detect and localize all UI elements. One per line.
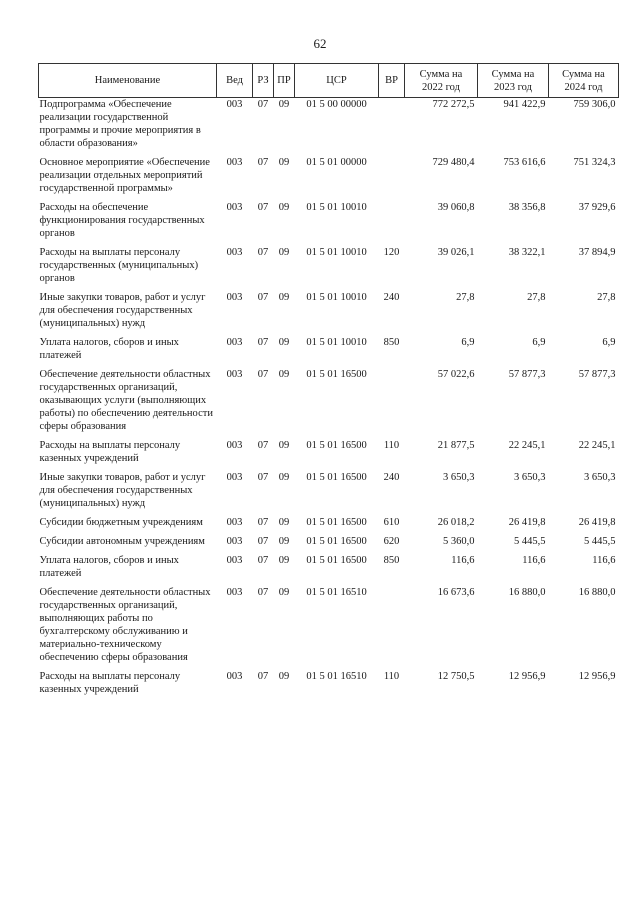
row-pr: 09: [278, 517, 290, 528]
row-sum-2024: 3 650,3: [584, 472, 616, 483]
row-pr: 09: [278, 472, 290, 483]
row-rz: 07: [257, 440, 269, 451]
row-name: Иные закупки товаров, работ и услуг для обеспечения государственных (муниципальных) нужд: [39, 292, 206, 329]
row-csr: 01 5 01 16510: [306, 587, 367, 598]
row-sum-2023: 27,8: [527, 292, 546, 303]
row-ved: 003: [226, 440, 243, 451]
row-sum-2024: 37 929,6: [578, 202, 616, 213]
page-number: 62: [313, 36, 327, 51]
row-name: Иные закупки товаров, работ и услуг для обеспечения государственных (муниципальных) нужд: [39, 472, 206, 509]
header-sum-2023-line1: Сумма на: [491, 68, 535, 80]
row-sum-2022: 39 026,1: [437, 247, 475, 258]
row-sum-2022: 39 060,8: [437, 202, 475, 213]
row-ved: 003: [226, 472, 243, 483]
header-ved: Вед: [217, 64, 253, 98]
row-sum-2024: 57 877,3: [578, 369, 616, 380]
row-rz: 07: [257, 369, 269, 380]
row-csr: 01 5 01 00000: [306, 157, 367, 168]
row-pr: 09: [278, 587, 290, 598]
header-sum-2023: [478, 64, 549, 98]
row-pr: 09: [278, 202, 290, 213]
row-sum-2022: 5 360,0: [443, 536, 475, 547]
table-row: [39, 201, 619, 246]
row-vr: [379, 586, 405, 670]
row-sum-2024: 16 880,0: [578, 587, 616, 598]
row-sum-2022: 6,9: [461, 337, 475, 348]
table-row: [39, 368, 619, 439]
row-csr: 01 5 01 10010: [306, 337, 367, 348]
row-sum-2024: 22 245,1: [578, 440, 616, 451]
row-ved: 003: [226, 587, 243, 598]
row-csr: 01 5 01 10010: [306, 292, 367, 303]
row-sum-2023: 753 616,6: [503, 157, 546, 168]
row-csr: 01 5 01 10010: [306, 202, 367, 213]
row-rz: 07: [257, 536, 269, 547]
row-sum-2023: 941 422,9: [503, 99, 546, 110]
row-sum-2023: 116,6: [522, 555, 546, 566]
row-sum-2024: 759 306,0: [573, 99, 616, 110]
row-pr: 09: [278, 99, 290, 110]
row-sum-2023: 38 322,1: [508, 247, 546, 258]
row-sum-2024: 6,9: [602, 337, 616, 348]
row-sum-2022: 12 750,5: [437, 671, 475, 682]
row-rz: 07: [257, 292, 269, 303]
row-vr: 850: [383, 337, 400, 348]
row-vr: 610: [383, 517, 400, 528]
row-vr: [379, 98, 405, 157]
row-rz: 07: [257, 247, 269, 258]
table-row: [39, 670, 619, 702]
row-pr: 09: [278, 536, 290, 547]
row-ved: 003: [226, 292, 243, 303]
row-name: Обеспечение деятельности областных государственных организаций, выполняющих работы по бухгалтерскому обслуживанию и материально-техническому обеспечению сферы образования: [39, 587, 211, 663]
row-rz: 07: [257, 472, 269, 483]
row-sum-2024: 12 956,9: [578, 671, 616, 682]
table-row: [39, 535, 619, 554]
row-vr: 620: [383, 536, 400, 547]
row-vr: 110: [383, 440, 400, 451]
row-name: Расходы на обеспечение функционирования государственных органов: [39, 202, 205, 239]
row-name: Расходы на выплаты персоналу государственных (муниципальных) органов: [39, 247, 199, 284]
row-name: Субсидии автономным учреждениям: [39, 536, 205, 547]
row-name: Расходы на выплаты персоналу казенных учреждений: [39, 440, 181, 464]
table-body: [39, 98, 619, 703]
header-rz: РЗ: [253, 64, 274, 98]
header-csr: ЦСР: [295, 64, 379, 98]
table-row: [39, 516, 619, 535]
row-rz: 07: [257, 337, 269, 348]
row-rz: 07: [257, 587, 269, 598]
row-sum-2024: 37 894,9: [578, 247, 616, 258]
row-sum-2022: 21 877,5: [437, 440, 475, 451]
table-row: [39, 586, 619, 670]
table-row: [39, 246, 619, 291]
row-rz: 07: [257, 202, 269, 213]
row-sum-2023: 38 356,8: [508, 202, 546, 213]
row-vr: 240: [383, 472, 400, 483]
row-pr: 09: [278, 292, 290, 303]
row-sum-2022: 3 650,3: [443, 472, 475, 483]
header-sum-2023-line2: 2023 год: [494, 81, 532, 93]
row-csr: 01 5 01 16510: [306, 671, 367, 682]
row-name: Обеспечение деятельности областных государственных организаций, оказывающих услуги (выполняющих работы) по обеспечению деятельности сферы образования: [39, 369, 213, 432]
row-sum-2024: 751 324,3: [573, 157, 616, 168]
row-name: Основное мероприятие «Обеспечение реализации отдельных мероприятий государственной программы»: [39, 157, 210, 194]
row-csr: 01 5 01 16500: [306, 517, 367, 528]
row-pr: 09: [278, 671, 290, 682]
row-sum-2023: 5 445,5: [514, 536, 546, 547]
row-csr: 01 5 00 00000: [306, 99, 367, 110]
table-row: [39, 156, 619, 201]
table-row: [39, 471, 619, 516]
row-ved: 003: [226, 536, 243, 547]
row-pr: 09: [278, 157, 290, 168]
row-sum-2023: 16 880,0: [508, 587, 546, 598]
row-sum-2023: 12 956,9: [508, 671, 546, 682]
row-ved: 003: [226, 555, 243, 566]
row-ved: 003: [226, 157, 243, 168]
header-sum-2022-line1: Сумма на: [419, 68, 463, 80]
row-vr: 850: [383, 555, 400, 566]
row-name: Подпрограмма «Обеспечение реализации государственной программы и прочие мероприятия в области образования»: [39, 99, 201, 149]
row-vr: 110: [383, 671, 400, 682]
row-csr: 01 5 01 16500: [306, 472, 367, 483]
header-sum-2024-line1: Сумма на: [562, 68, 605, 80]
header-vr: ВР: [379, 64, 405, 98]
header-sum-2022: [405, 64, 478, 98]
row-pr: 09: [278, 440, 290, 451]
table-row: [39, 554, 619, 586]
row-ved: 003: [226, 369, 243, 380]
row-sum-2024: 26 419,8: [578, 517, 616, 528]
row-pr: 09: [278, 555, 290, 566]
row-csr: 01 5 01 16500: [306, 440, 367, 451]
row-name: Уплата налогов, сборов и иных платежей: [39, 555, 179, 579]
row-sum-2023: 57 877,3: [508, 369, 546, 380]
row-ved: 003: [226, 671, 243, 682]
table-row: [39, 336, 619, 368]
row-ved: 003: [226, 247, 243, 258]
table-row: [39, 291, 619, 336]
row-name: Уплата налогов, сборов и иных платежей: [39, 337, 179, 361]
row-sum-2022: 772 272,5: [432, 99, 475, 110]
row-name: Расходы на выплаты персоналу казенных учреждений: [39, 671, 181, 695]
row-sum-2023: 3 650,3: [514, 472, 546, 483]
header-sum-2024-line2: 2024 год: [564, 81, 603, 93]
table-header: [39, 64, 619, 98]
row-ved: 003: [226, 517, 243, 528]
row-ved: 003: [226, 202, 243, 213]
row-sum-2022: 729 480,4: [432, 157, 475, 168]
row-sum-2022: 26 018,2: [437, 517, 475, 528]
row-sum-2022: 16 673,6: [437, 587, 475, 598]
row-sum-2023: 22 245,1: [508, 440, 546, 451]
row-vr: [379, 201, 405, 246]
row-name: Субсидии бюджетным учреждениям: [39, 517, 203, 528]
table-row: [39, 98, 619, 157]
row-csr: 01 5 01 16500: [306, 536, 367, 547]
budget-table: [38, 63, 619, 702]
row-sum-2022: 116,6: [451, 555, 475, 566]
table-row: [39, 439, 619, 471]
row-sum-2023: 6,9: [532, 337, 546, 348]
row-sum-2024: 27,8: [597, 292, 616, 303]
row-pr: 09: [278, 247, 290, 258]
header-sum-2024: [549, 64, 619, 98]
row-vr: [379, 368, 405, 439]
row-rz: 07: [257, 671, 269, 682]
row-csr: 01 5 01 16500: [306, 555, 367, 566]
row-vr: [379, 156, 405, 201]
header-sum-2022-line2: 2022 год: [422, 81, 460, 93]
row-sum-2024: 116,6: [592, 555, 616, 566]
row-rz: 07: [257, 157, 269, 168]
header-pr: ПР: [274, 64, 295, 98]
row-sum-2022: 57 022,6: [437, 369, 475, 380]
row-csr: 01 5 01 16500: [306, 369, 367, 380]
header-name: Наименование: [39, 64, 217, 98]
row-csr: 01 5 01 10010: [306, 247, 367, 258]
row-ved: 003: [226, 337, 243, 348]
row-rz: 07: [257, 99, 269, 110]
row-vr: 240: [383, 292, 400, 303]
row-rz: 07: [257, 517, 269, 528]
row-pr: 09: [278, 337, 290, 348]
row-sum-2024: 5 445,5: [584, 536, 616, 547]
row-rz: 07: [257, 555, 269, 566]
row-vr: 120: [383, 247, 400, 258]
row-pr: 09: [278, 369, 290, 380]
row-sum-2023: 26 419,8: [508, 517, 546, 528]
row-sum-2022: 27,8: [456, 292, 475, 303]
row-ved: 003: [226, 99, 243, 110]
